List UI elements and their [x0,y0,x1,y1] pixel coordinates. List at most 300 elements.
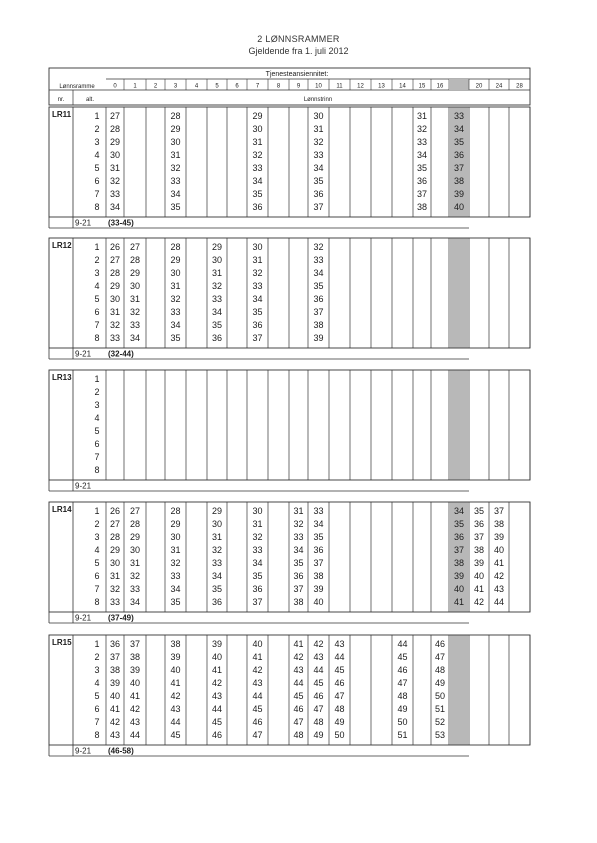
salary-step-cell: 30 [129,281,141,291]
salary-step-cell: 36 [211,333,223,343]
salary-step-cell: 35 [170,202,181,212]
alt-number: 2 [94,387,100,397]
salary-step-cell: 45 [252,704,263,714]
salary-step-cell: 46 [252,717,263,727]
salary-step-cell: 38 [473,545,485,555]
salary-step-cell: 29 [109,137,121,147]
salary-step-cell: 32 [129,571,141,581]
header-year-0: 0 [113,83,117,90]
salary-step-cell: 37 [252,597,263,607]
salary-step-cell: 30 [109,558,121,568]
alt-number: 4 [94,545,100,555]
salary-step-cell: 35 [252,571,263,581]
shaded-column [449,371,469,480]
salary-step-cell: 36 [313,189,324,199]
salary-step-cell: 33 [453,111,465,121]
salary-step-cell: 31 [109,163,121,173]
salary-step-cell: 31 [170,150,181,160]
salary-step-cell: 47 [434,652,446,662]
salary-step-cell: 44 [334,652,345,662]
salary-step-cell: 45 [211,717,223,727]
frame-range: (46-58) [108,746,134,756]
alt-number: 8 [94,202,100,212]
salary-step-cell: 30 [252,506,263,516]
salary-step-cell: 43 [211,691,223,701]
salary-step-cell: 31 [211,268,223,278]
header-year-24: 24 [495,83,503,90]
salary-step-cell: 34 [252,558,263,568]
salary-step-cell: 47 [293,717,304,727]
salary-step-cell: 39 [129,665,141,675]
salary-step-cell: 29 [252,111,263,121]
salary-step-cell: 35 [313,281,324,291]
salary-step-cell: 40 [453,584,465,594]
salary-step-cell: 40 [170,665,181,675]
salary-step-cell: 42 [493,571,505,581]
salary-step-cell: 31 [252,137,263,147]
salary-step-cell: 45 [170,730,181,740]
frame-name: LR14 [52,505,72,514]
salary-step-cell: 29 [211,506,223,516]
salary-step-cell: 29 [129,268,141,278]
salary-step-cell: 27 [109,519,121,529]
alt-number: 5 [94,294,100,304]
header-year-2: 2 [153,83,158,90]
salary-step-cell: 43 [252,678,263,688]
salary-step-cell: 40 [493,545,505,555]
salary-step-cell: 50 [334,730,345,740]
salary-step-cell: 35 [252,189,263,199]
salary-step-cell: 33 [211,294,223,304]
salary-step-cell: 36 [453,532,465,542]
salary-step-cell: 28 [109,532,121,542]
salary-step-cell: 27 [109,255,121,265]
salary-step-cell: 42 [211,678,223,688]
alt-number: 7 [94,189,100,199]
header-year-3: 3 [173,83,178,90]
header-year-14: 14 [399,83,406,90]
salary-step-cell: 36 [313,294,324,304]
footer-alt: 9-21 [75,481,92,491]
alt-number: 3 [94,400,100,410]
salary-step-cell: 46 [313,691,324,701]
salary-step-cell: 33 [252,281,263,291]
salary-step-cell: 39 [211,639,223,649]
header-year-8: 8 [276,83,281,90]
salary-step-cell: 38 [493,519,505,529]
frame-name: LR11 [52,110,72,119]
salary-step-cell: 38 [170,639,181,649]
salary-step-cell: 52 [434,717,446,727]
salary-step-cell: 39 [313,584,324,594]
salary-step-cell: 33 [313,255,324,265]
alt-number: 1 [94,242,100,252]
alt-number: 3 [94,268,100,278]
alt-number: 7 [94,452,100,462]
salary-step-cell: 34 [129,333,141,343]
salary-step-cell: 37 [416,189,428,199]
salary-step-cell: 29 [129,532,141,542]
header-year-5: 5 [215,83,219,90]
salary-step-cell: 30 [170,532,181,542]
alt-number: 4 [94,150,100,160]
salary-step-cell: 42 [293,652,304,662]
footer-alt: 9-21 [75,349,92,359]
alt-number: 5 [94,691,100,701]
salary-step-cell: 32 [170,294,181,304]
salary-step-cell: 50 [434,691,446,701]
salary-step-cell: 33 [252,163,263,173]
salary-step-cell: 36 [252,584,263,594]
alt-number: 3 [94,532,100,542]
salary-step-cell: 34 [170,584,181,594]
salary-step-cell: 28 [170,506,181,516]
alt-number: 4 [94,281,100,291]
salary-step-cell: 49 [434,678,446,688]
salary-step-cell: 35 [416,163,428,173]
salary-step-cell: 32 [313,137,324,147]
header-year-7: 7 [255,83,260,90]
salary-step-cell: 31 [252,519,263,529]
salary-step-cell: 47 [252,730,263,740]
salary-step-cell: 53 [434,730,446,740]
salary-step-cell: 39 [493,532,505,542]
salary-step-cell: 39 [313,333,324,343]
salary-step-cell: 31 [170,545,181,555]
alt-number: 3 [94,137,100,147]
salary-step-cell: 34 [293,545,304,555]
salary-step-cell: 36 [453,150,465,160]
salary-step-cell: 29 [170,255,181,265]
alt-number: 2 [94,652,100,662]
salary-step-cell: 38 [313,571,324,581]
salary-step-cell: 33 [129,320,141,330]
salary-step-cell: 41 [211,665,223,675]
alt-number: 7 [94,584,100,594]
salary-step-cell: 29 [109,281,121,291]
salary-step-cell: 41 [129,691,141,701]
salary-step-cell: 32 [109,584,121,594]
salary-step-cell: 39 [473,558,485,568]
salary-step-cell: 37 [109,652,121,662]
salary-step-cell: 30 [129,545,141,555]
salary-step-cell: 48 [434,665,446,675]
salary-step-cell: 27 [129,506,141,516]
alt-number: 6 [94,571,100,581]
salary-step-cell: 32 [293,519,304,529]
salary-step-cell: 37 [493,506,505,516]
salary-step-cell: 43 [493,584,505,594]
salary-step-cell: 48 [313,717,324,727]
salary-step-cell: 36 [109,639,121,649]
alt-number: 2 [94,255,100,265]
salary-step-cell: 34 [170,320,181,330]
header-year-1: 1 [133,83,137,90]
salary-step-cell: 32 [416,124,428,134]
salary-step-cell: 34 [313,163,324,173]
salary-step-cell: 46 [397,665,408,675]
salary-step-cell: 33 [129,584,141,594]
salary-step-cell: 32 [109,176,121,186]
alt-number: 8 [94,465,100,475]
salary-step-cell: 44 [397,639,408,649]
salary-step-cell: 40 [473,571,485,581]
salary-step-cell: 30 [313,111,324,121]
salary-step-cell: 36 [416,176,428,186]
salary-step-cell: 34 [453,124,465,134]
salary-step-cell: 34 [211,571,223,581]
salary-step-cell: 27 [109,111,121,121]
alt-number: 1 [94,111,100,121]
alt-number: 1 [94,639,100,649]
salary-step-cell: 40 [109,691,121,701]
salary-step-cell: 31 [109,571,121,581]
salary-step-cell: 45 [293,691,304,701]
salary-step-cell: 32 [211,281,223,291]
salary-step-cell: 31 [293,506,304,516]
salary-step-cell: 35 [313,532,324,542]
salary-step-cell: 34 [313,519,324,529]
salary-step-cell: 42 [313,639,324,649]
salary-step-cell: 30 [109,150,121,160]
salary-step-cell: 31 [211,532,223,542]
salary-step-cell: 43 [293,665,304,675]
salary-step-cell: 48 [293,730,304,740]
frame-name: LR13 [52,373,72,382]
salary-step-cell: 47 [397,678,408,688]
header-year-13: 13 [378,83,385,90]
salary-step-cell: 34 [453,506,465,516]
salary-step-cell: 28 [129,255,141,265]
salary-step-cell: 36 [211,597,223,607]
salary-step-cell: 28 [129,519,141,529]
salary-step-cell: 36 [293,571,304,581]
salary-step-cell: 40 [313,597,324,607]
salary-step-cell: 29 [170,124,181,134]
salary-step-cell: 38 [129,652,141,662]
salary-step-cell: 42 [252,665,263,675]
salary-step-cell: 33 [170,571,181,581]
salary-step-cell: 32 [313,242,324,252]
salary-step-cell: 35 [211,320,223,330]
salary-step-cell: 34 [211,307,223,317]
alt-number: 2 [94,519,100,529]
header-year-4: 4 [194,83,199,90]
salary-step-cell: 34 [252,176,263,186]
salary-step-cell: 47 [334,691,345,701]
salary-step-cell: 32 [170,558,181,568]
salary-step-cell: 38 [109,665,121,675]
salary-step-cell: 32 [129,307,141,317]
salary-step-cell: 41 [293,639,304,649]
salary-step-cell: 35 [293,558,304,568]
salary-step-cell: 33 [313,506,324,516]
alt-number: 1 [94,374,100,384]
salary-step-cell: 33 [170,307,181,317]
salary-step-cell: 45 [334,665,345,675]
header-year-9: 9 [296,83,301,90]
alt-number: 8 [94,730,100,740]
salary-step-cell: 35 [170,597,181,607]
salary-step-cell: 46 [211,730,223,740]
salary-step-cell: 30 [109,294,121,304]
salary-step-cell: 44 [129,730,141,740]
alt-number: 6 [94,176,100,186]
salary-step-cell: 28 [170,242,181,252]
salary-step-cell: 32 [109,320,121,330]
salary-step-cell: 47 [313,704,324,714]
header-left-label: Lønnsramme [59,84,95,90]
salary-step-cell: 34 [252,294,263,304]
salary-step-cell: 30 [211,519,223,529]
salary-step-cell: 44 [252,691,263,701]
salary-step-cell: 37 [252,333,263,343]
salary-step-cell: 30 [252,242,263,252]
alt-number: 8 [94,333,100,343]
salary-step-cell: 32 [211,545,223,555]
salary-step-cell: 30 [211,255,223,265]
salary-step-cell: 38 [453,176,465,186]
salary-step-cell: 28 [170,111,181,121]
footer-alt: 9-21 [75,613,92,623]
salary-step-cell: 34 [313,268,324,278]
salary-step-cell: 37 [453,163,465,173]
salary-step-cell: 42 [109,717,121,727]
salary-step-cell: 34 [170,189,181,199]
salary-step-cell: 33 [313,150,324,160]
header-group-label: Tjenesteansiennitet: [265,71,329,78]
salary-step-cell: 49 [313,730,324,740]
salary-step-cell: 42 [473,597,485,607]
salary-step-cell: 48 [397,691,408,701]
salary-step-cell: 40 [211,652,223,662]
salary-step-cell: 35 [453,519,465,529]
salary-step-cell: 31 [170,281,181,291]
header-sub-label: Lønnstrinn [303,97,333,103]
salary-step-cell: 36 [252,320,263,330]
salary-step-cell: 37 [293,584,304,594]
salary-step-cell: 44 [313,665,324,675]
salary-step-cell: 41 [473,584,485,594]
frame-range: (32-44) [108,349,134,359]
salary-step-cell: 39 [109,678,121,688]
salary-step-cell: 34 [109,202,121,212]
alt-number: 8 [94,597,100,607]
salary-step-cell: 34 [129,597,141,607]
salary-step-cell: 31 [416,111,428,121]
salary-step-cell: 39 [170,652,181,662]
salary-step-cell: 38 [313,320,324,330]
alt-number: 6 [94,307,100,317]
salary-step-cell: 40 [129,678,141,688]
alt-number: 5 [94,163,100,173]
salary-step-cell: 48 [334,704,345,714]
alt-number: 4 [94,678,100,688]
salary-step-cell: 35 [170,333,181,343]
alt-number: 2 [94,124,100,134]
salary-step-cell: 31 [129,294,141,304]
alt-number: 3 [94,665,100,675]
salary-step-cell: 37 [453,545,465,555]
salary-step-cell: 43 [313,652,324,662]
salary-step-cell: 37 [129,639,141,649]
salary-step-cell: 41 [493,558,505,568]
header-year-6: 6 [235,83,239,90]
salary-step-cell: 45 [397,652,408,662]
salary-step-cell: 32 [252,532,263,542]
footer-alt: 9-21 [75,746,92,756]
salary-step-cell: 28 [109,268,121,278]
salary-step-cell: 33 [170,176,181,186]
salary-step-cell: 38 [416,202,428,212]
header-year-20: 20 [475,83,483,90]
salary-step-cell: 35 [473,506,485,516]
salary-step-cell: 44 [211,704,223,714]
salary-step-cell: 33 [109,333,121,343]
salary-step-cell: 41 [170,678,181,688]
header-year-11: 11 [336,83,343,90]
salary-step-cell: 41 [252,652,263,662]
salary-step-cell: 35 [313,176,324,186]
alt-number: 1 [94,506,100,516]
salary-step-cell: 43 [109,730,121,740]
shaded-cell [449,79,469,90]
salary-step-cell: 38 [453,558,465,568]
footer-alt: 9-21 [75,218,92,228]
salary-step-cell: 40 [252,639,263,649]
salary-step-cell: 31 [252,255,263,265]
salary-step-cell: 30 [170,137,181,147]
alt-number: 4 [94,413,100,423]
alt-number: 5 [94,426,100,436]
document-subtitle: Gjeldende fra 1. juli 2012 [248,46,349,56]
salary-step-cell: 35 [252,307,263,317]
salary-step-cell: 29 [211,242,223,252]
salary-step-cell: 36 [473,519,485,529]
shaded-column [449,239,469,348]
salary-step-cell: 33 [109,189,121,199]
salary-step-cell: 43 [170,704,181,714]
header-year-28: 28 [516,83,523,90]
salary-step-cell: 33 [293,532,304,542]
salary-step-cell: 31 [109,307,121,317]
salary-step-cell: 51 [434,704,446,714]
alt-number: 6 [94,704,100,714]
alt-number: 5 [94,558,100,568]
salary-step-cell: 46 [293,704,304,714]
frame-range: (37-49) [108,613,134,623]
salary-step-cell: 28 [109,124,121,134]
alt-number: 6 [94,439,100,449]
frame-range: (33-45) [108,218,134,228]
frame-name: LR15 [52,638,72,647]
salary-step-cell: 35 [211,584,223,594]
salary-step-cell: 42 [170,691,181,701]
salary-step-cell: 44 [170,717,181,727]
salary-step-cell: 44 [293,678,304,688]
alt-number: 7 [94,320,100,330]
salary-step-cell: 37 [313,558,324,568]
salary-step-cell: 45 [313,678,324,688]
salary-step-cell: 35 [453,137,465,147]
salary-step-cell: 30 [170,268,181,278]
salary-step-cell: 33 [252,545,263,555]
document-title: 2 LØNNSRAMMER [257,34,340,44]
salary-step-cell: 37 [313,307,324,317]
alt-number: 7 [94,717,100,727]
salary-step-cell: 36 [313,545,324,555]
salary-step-cell: 31 [313,124,324,134]
